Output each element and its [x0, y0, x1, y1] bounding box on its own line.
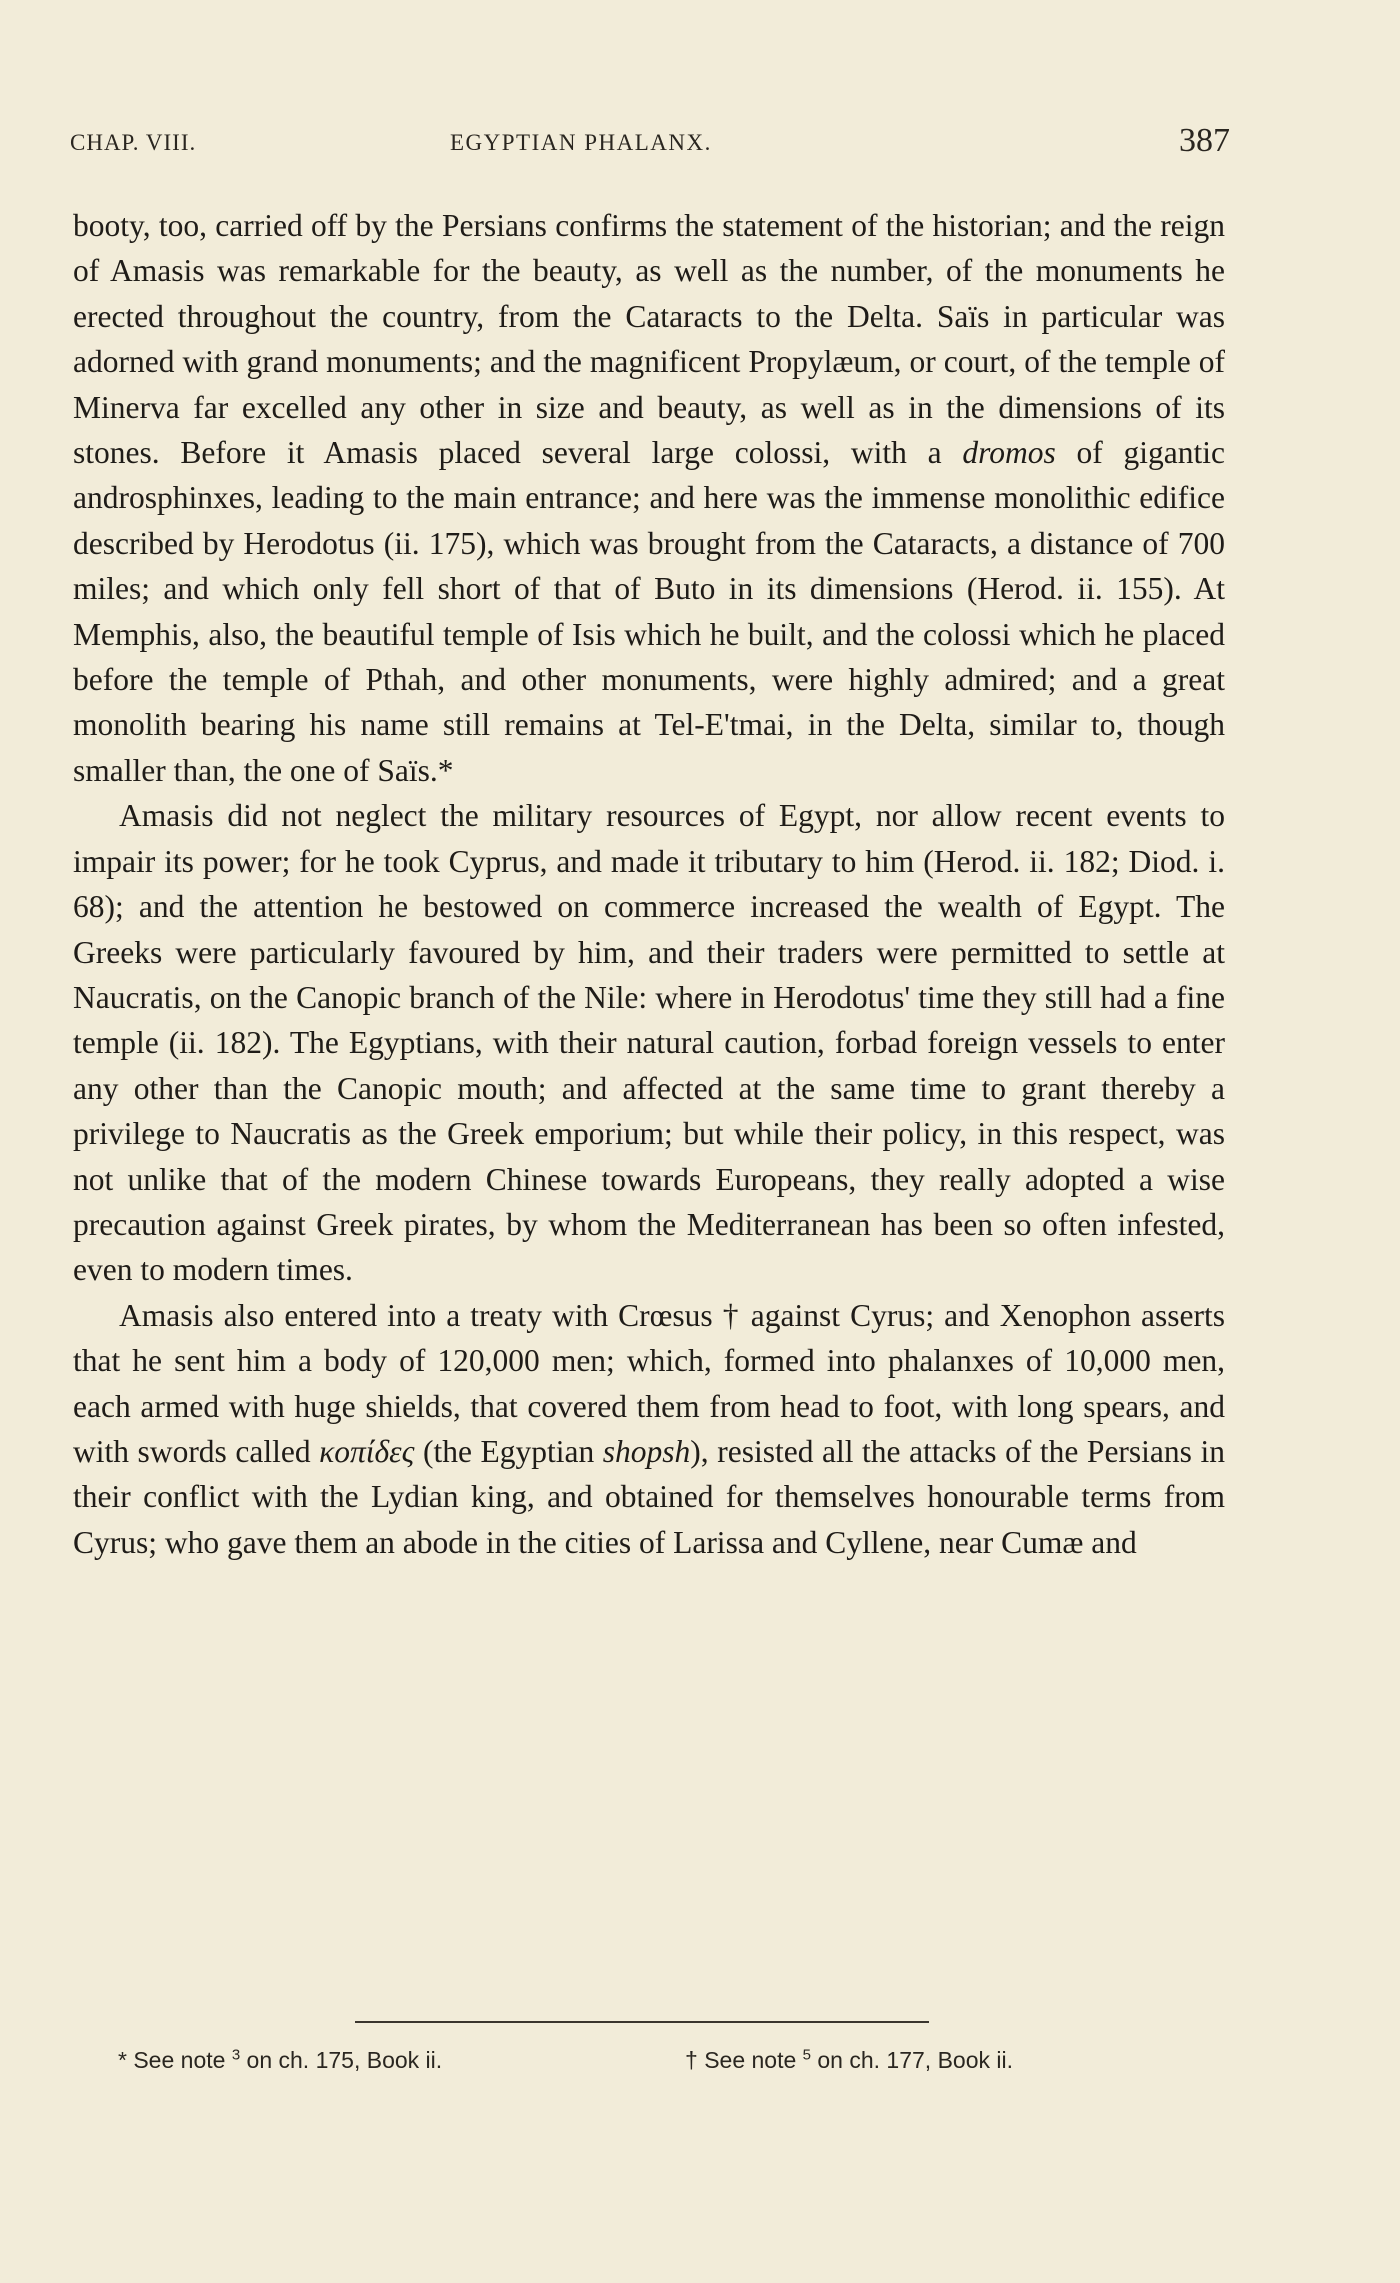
footnote-2: [685, 2047, 1013, 2074]
italic-term-dromos: dromos: [962, 435, 1056, 471]
footnote-text: on ch. 175, Book ii.: [240, 2047, 443, 2073]
footnote-mark: †: [685, 2047, 698, 2073]
footnote-text: See note: [133, 2047, 232, 2073]
footnote-rule: [355, 2021, 929, 2023]
note-number: 5: [802, 2046, 811, 2064]
footnote-text: on ch. 177, Book ii.: [811, 2047, 1014, 2073]
paragraph-3: [73, 1293, 1225, 1565]
chapter-label: CHAP. VIII.: [70, 130, 197, 155]
body-text: [73, 203, 1225, 1565]
footnote-text: See note: [704, 2047, 803, 2073]
paragraph-2: [73, 793, 1225, 1292]
text-run: Amasis also entered into a treaty with Crœsus † against Cyrus; and Xenophon asserts that he sent him a body of 120,000 men; which, formed into phalanxes of 10,000 men, each armed with huge shields, that covered them from head to foot, with long spears, and with swords called: [73, 1297, 1225, 1469]
running-head: [70, 122, 1230, 168]
italic-term-kopides: κοπίδες: [319, 1433, 415, 1469]
text-run: ), resisted all the attacks of the Persians in their conflict with the Lydian king, and obtained for themselves honourable terms from Cyrus; who gave them an abode in the cities of Larissa and Cyllene, near Cumæ and: [73, 1433, 1225, 1560]
footnote-mark: *: [118, 2047, 127, 2073]
text-run: Amasis did not neglect the military resources of Egypt, nor allow recent events to impair its power; for he took Cyprus, and made it tributary to him (Herod. ii. 182; Diod. i. 68); and the attention he bestowed on commerce increased the wealth of Egypt. The Greeks were particularly favoured by him, and their traders were permitted to settle at Naucratis, on the Canopic branch of the Nile: where in Herodotus' time they still had a fine temple (ii. 182). The Egyptians, with their natural caution, forbad foreign vessels to enter any other than the Canopic mouth; and affected at the same time to grant thereby a privilege to Naucratis as the Greek emporium; but while their policy, in this respect, was not unlike that of the modern Chinese towards Europeans, they really adopted a wise precaution against Greek pirates, by whom the Mediterranean has been so often infested, even to modern times.: [73, 798, 1225, 1288]
page-title: EGYPTIAN PHALANX.: [450, 130, 712, 155]
paragraph-1: [73, 203, 1225, 793]
page-number: 387: [1179, 122, 1230, 159]
note-number: 3: [231, 2046, 241, 2064]
text-run: booty, too, carried off by the Persians confirms the statement of the historian; and the reign of Amasis was remarkable for the beauty, as well as the number, of the monuments he erected throughout the country, from the Cataracts to the Delta. Saïs in particular was adorned with grand monuments; and the magnificent Propylæum, or court, of the temple of Minerva far excelled any other in size and beauty, as well as in the dimensions of its stones. Before it Amasis placed several large colossi, with a: [73, 208, 1225, 471]
text-run: of gigantic androsphinxes, leading to the main entrance; and here was the immense monolithic edifice described by Herodotus (ii. 175), which was brought from the Cataracts, a distance of 700 miles; and which only fell short of that of Buto in its dimensions (Herod. ii. 155). At Memphis, also, the beautiful temple of Isis which he built, and the colossi which he placed before the temple of Pthah, and other monuments, were highly admired; and a great monolith bearing his name still remains at Tel-E'tmai, in the Delta, similar to, though smaller than, the one of Saïs.*: [73, 435, 1225, 788]
text-run: (the Egyptian: [414, 1433, 603, 1469]
footnote-1: [118, 2047, 442, 2074]
italic-term-shopsh: shopsh: [602, 1433, 691, 1469]
